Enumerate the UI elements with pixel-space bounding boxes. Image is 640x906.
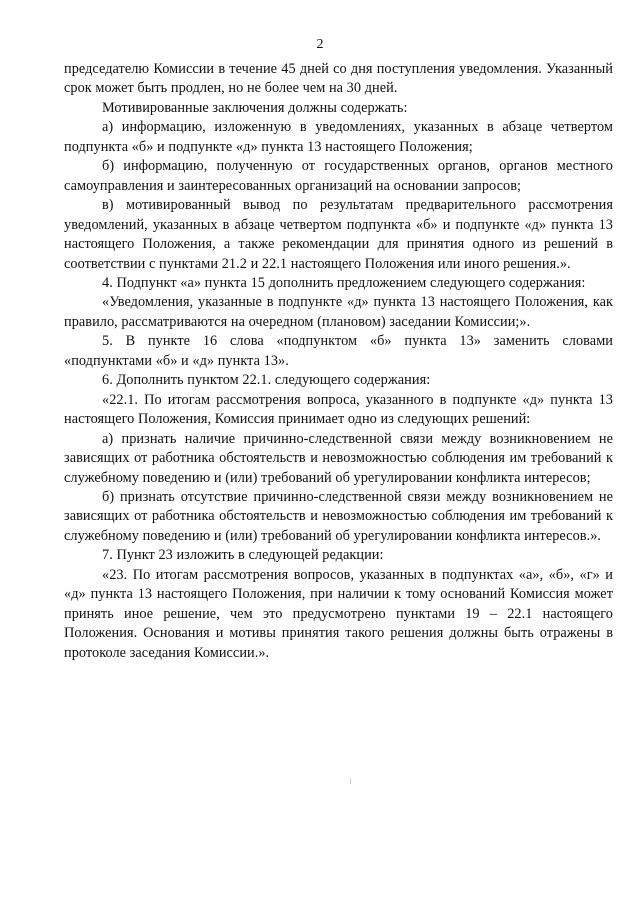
paragraph-point-7: 7. Пункт 23 изложить в следующей редакции: (102, 547, 384, 564)
paragraph-22-1: «22.1. По итогам рассмотрения вопроса, указанного в подпункте «д» пункта 13 настоящего Положения, Комиссия принимает одно из следующих решений: (64, 391, 613, 428)
paragraph-continuation: председателю Комиссии в течение 45 дней со дня поступления уведомления. Указанный срок может быть продлен, но не более чем на 30 дней. (64, 61, 613, 97)
paragraph-point-5: 5. В пункте 16 слова «подпунктом «б» пункта 13» заменить словами «подпунктами «б» и «д» пункта 13». (64, 333, 613, 369)
paragraph-conclusions-intro: Мотивированные заключения должны содержать: (102, 99, 408, 116)
page-number: 2 (316, 37, 324, 52)
paragraph-point-6: 6. Дополнить пунктом 22.1. следующего содержания: (102, 372, 431, 389)
document-body (64, 60, 613, 663)
paragraph-point-4: 4. Подпункт «а» пункта 15 дополнить предложением следующего содержания: (102, 274, 586, 291)
paragraph-point-4-quote: «Уведомления, указанные в подпункте «д» пункта 13 настоящего Положения, как правило, рассматриваются на очередном (плановом) заседании Комиссии;». (64, 294, 613, 330)
paragraph-item-b: б) информацию, полученную от государственных органов, органов местного самоуправления и заинтересованных организаций на основании запросов; (64, 158, 613, 194)
paragraph-item-a: а) информацию, изложенную в уведомлениях, указанных в абзаце четвертом подпункта «б» и подпункте «д» пункта 13 настоящего Положения; (64, 119, 613, 155)
scan-mark (350, 778, 351, 784)
paragraph-23: «23. По итогам рассмотрения вопросов, указанных в подпунктах «а», «б», «г» и «д» пункта 13 настоящего Положения, при наличии к тому оснований Комиссия может принять иное решение, чем это предусмотрено пунктами 19 – 22.1 настоящего Положения. Основания и мотивы принятия такого решения должны быть отражены в протоколе заседания Комиссии.». (64, 566, 613, 661)
paragraph-22-1-item-a: а) признать наличие причинно-следственной связи между возникновением не зависящих от работника обстоятельств и невозможностью соблюдения им требований к служебному поведению и (или) требований об урегулировании конфликта интересов; (64, 430, 613, 486)
paragraph-22-1-item-b: б) признать отсутствие причинно-следственной связи между возникновением не зависящих от работника обстоятельств и невозможностью соблюдения им требований к служебному поведению и (или) требований об урегулировании конфликта интересов.». (64, 488, 613, 544)
paragraph-item-v: в) мотивированный вывод по результатам предварительного рассмотрения уведомлений, указанных в абзаце четвертом подпункта «б» и подпункте «д» пункта 13 настоящего Положения, а также рекомендации для принятия одного из решений в соответствии с пунктами 21.2 и 22.1 настоящего Положения или иного решения.». (64, 197, 613, 272)
